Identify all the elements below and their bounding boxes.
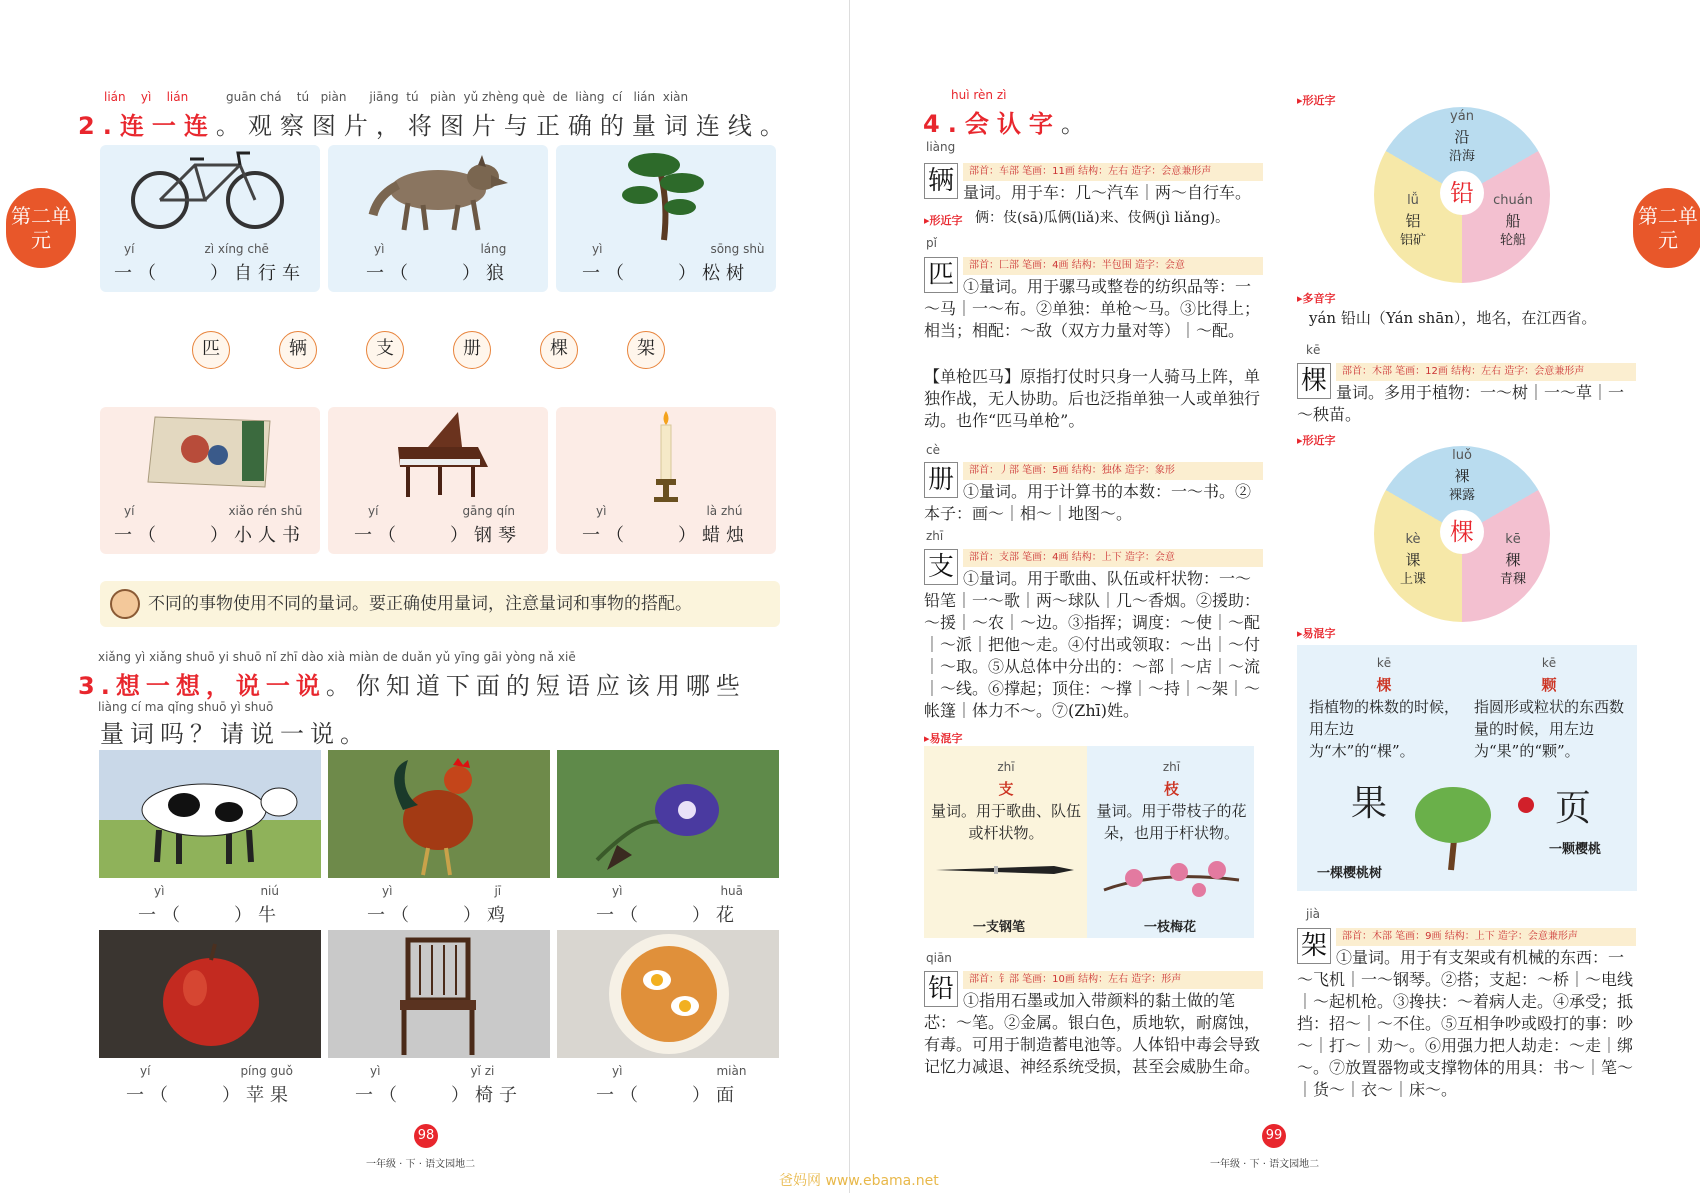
char-pinyin: kē xyxy=(1306,343,1321,357)
char-box-pi[interactable]: 匹 xyxy=(924,257,958,293)
char-info: 部首：木部 笔画：12画 结构：左右 造字：会意兼形声 xyxy=(1336,363,1636,381)
photo-phrase: 一（ ）牛 xyxy=(138,905,282,926)
wheel-left: lǚ 铝 铝矿 xyxy=(1399,193,1426,248)
char-box-ce[interactable]: 册 xyxy=(924,462,958,498)
q3-pinyin-line2: liàng cí ma qǐng shuō yì shuō xyxy=(98,700,274,714)
cherry-tree-icon xyxy=(1411,785,1551,875)
card-pinyin: yí zì xíng chē xyxy=(124,242,269,256)
char-pinyin: zhī xyxy=(926,529,944,543)
char-info: 部首：支部 笔画：4画 结构：上下 造字：会意 xyxy=(963,549,1263,567)
page-footer: 一年级 · 下 · 语文园地二 xyxy=(366,1159,476,1170)
measure-word-ce[interactable]: 册 xyxy=(453,331,491,369)
char-box-liang[interactable]: 辆 xyxy=(924,163,958,199)
char-def: ①量词。用于计算书的本数：一～书。②本子：画～｜相～｜地图～。 xyxy=(924,482,1252,523)
char-def: ①指用石墨或加入带颜料的黏土做的笔芯：～笔。②金属。银白色，质地软，耐腐蚀，有毒。可用于制造蓄电池等。人体铅中毒会导致记忆力减退、神经系统受损，甚至会威胁生命。 xyxy=(924,991,1261,1076)
card-pinyin: yì là zhú xyxy=(596,504,743,518)
char-pinyin: liàng xyxy=(926,140,956,154)
char-info: 部首：钅部 笔画：10画 结构：左右 造字：形声 xyxy=(963,971,1263,989)
idiom-text: 【单枪匹马】原指打仗时只身一人骑马上阵，单独作战，无人协助。后也泛指单独一人或单独行动。也作“匹马单枪”。 xyxy=(924,367,1261,430)
pen-icon xyxy=(934,860,1079,880)
q2-heading: 2.连一连。观察图片，将图片与正确的量词连线。 xyxy=(78,112,792,140)
card-pine[interactable] xyxy=(556,145,776,292)
card-phrase: 一（ ）自行车 xyxy=(114,263,306,284)
char-pinyin: jià xyxy=(1306,907,1321,921)
char-info: 部首：匚部 笔画：4画 结构：半包围 造字：会意 xyxy=(963,257,1263,275)
noodle-photo xyxy=(557,930,779,1058)
char-info: 部首：丿部 笔画：5画 结构：独体 造字：象形 xyxy=(963,462,1263,480)
tip-text: 不同的事物使用不同的量词。要正确使用量词，注意量词和事物的搭配。 xyxy=(148,594,692,614)
photo-pinyin: yì niú xyxy=(154,884,279,898)
q4-heading: 4.会认字。 xyxy=(923,110,1093,138)
section-similar: ▸形近字 xyxy=(924,214,963,227)
pine-tree-image xyxy=(556,145,776,245)
plum-caption: 一枝梅花 xyxy=(1144,920,1197,935)
section-similar-2: ▸形近字 xyxy=(1297,94,1336,107)
ke-left-block: kē 棵 指植物的株数的时候，用左边为“木”的“棵”。 xyxy=(1309,656,1460,760)
card-phrase: 一（ ）狼 xyxy=(366,263,510,284)
card-piano[interactable] xyxy=(328,407,548,554)
q3-heading: 3.想一想，说一说。你知道下面的短语应该用哪些 xyxy=(78,672,746,700)
glyph-ye: 页 xyxy=(1555,788,1592,829)
tip-box xyxy=(100,581,780,627)
measure-word-ke[interactable]: 棵 xyxy=(540,331,578,369)
char-box-ke[interactable]: 棵 xyxy=(1297,363,1331,399)
q3-pinyin-line1: xiǎng yì xiǎng shuō yi shuō nǐ zhī dào xià miàn de duǎn yǔ yīng gāi yòng nǎ xiē xyxy=(98,650,576,664)
zhi-left-block: zhī 支 量词。用于歌曲、队伍或杆状物。 xyxy=(931,760,1082,842)
cherry-caption: 一颗樱桃 xyxy=(1549,842,1602,857)
photo-phrase: 一（ ）鸡 xyxy=(367,905,511,926)
wheel-right: chuán 船 轮船 xyxy=(1493,193,1533,248)
photo-phrase: 一（ ）椅子 xyxy=(355,1085,523,1106)
card-phrase: 一（ ）蜡烛 xyxy=(582,525,750,546)
char-def: 量词。多用于植物：一～树｜一～草｜一～秧苗。 xyxy=(1297,383,1625,424)
char-box-zhi[interactable]: 支 xyxy=(924,549,958,585)
piano-image xyxy=(328,407,548,507)
char-pinyin: qiān xyxy=(926,951,952,965)
flower-photo xyxy=(557,750,779,878)
glyph-guo: 果 xyxy=(1351,783,1388,824)
zhi-right-block: zhī 枝 量词。用于带枝子的花朵，也用于杆状物。 xyxy=(1096,760,1247,842)
page-number: 99 xyxy=(1262,1124,1286,1148)
char-box-qian[interactable]: 铅 xyxy=(924,971,958,1007)
q2-pinyin-rest: guān chá tú piàn jiāng tú piàn yǔ zhèng què de liàng cí lián xiàn xyxy=(226,90,689,104)
picture-book-image xyxy=(100,407,320,507)
char-info: 部首：木部 笔画：9画 结构：上下 造字：会意兼形声 xyxy=(1336,928,1636,946)
char-pinyin: cè xyxy=(926,443,940,457)
card-pinyin: yì láng xyxy=(374,242,507,256)
unit-tab[interactable]: 第二单元 xyxy=(1633,188,1700,268)
char-info: 部首：车部 笔画：11画 结构：左右 造字：会意兼形声 xyxy=(963,163,1263,181)
photo-phrase: 一（ ）面 xyxy=(596,1085,740,1106)
wheel-top: luǒ 裸 裸露 xyxy=(1448,448,1475,503)
char-def: 量词。用于车：几～汽车｜两～自行车。 xyxy=(963,183,1252,202)
wolf-image xyxy=(328,145,548,245)
q4-pinyin: huì rèn zì xyxy=(951,88,1007,102)
card-pinyin: yí xiǎo rén shū xyxy=(124,504,303,518)
wheel-center: 铅 xyxy=(1440,171,1484,215)
measure-word-pi[interactable]: 匹 xyxy=(192,331,230,369)
ke-right-block: kē 颗 指圆形或粒状的东西数量的时候，用左边为“果”的“颗”。 xyxy=(1474,656,1625,760)
polyphone-text: yán 铅山（Yán shān），地名，在江西省。 xyxy=(1309,309,1597,327)
q2-pinyin: lián yì lián xyxy=(104,90,189,104)
similar-wheel-qian xyxy=(1374,107,1550,283)
page-footer: 一年级 · 下 · 语文园地二 xyxy=(1210,1159,1320,1170)
page-number: 98 xyxy=(414,1124,438,1148)
right-page xyxy=(851,0,1700,1193)
section-confuse: ▸易混字 xyxy=(924,732,963,745)
card-candle[interactable] xyxy=(556,407,776,554)
card-phrase: 一（ ）松树 xyxy=(582,263,750,284)
measure-word-zhi[interactable]: 支 xyxy=(366,331,404,369)
similar-wheel-ke xyxy=(1374,446,1550,622)
pen-caption: 一支钢笔 xyxy=(973,920,1026,935)
cherry-tree-caption: 一棵樱桃树 xyxy=(1317,866,1383,881)
photo-pinyin: yì jī xyxy=(382,884,502,898)
plum-blossom-icon xyxy=(1099,850,1244,900)
wheel-top: yán 沿 沿海 xyxy=(1448,109,1475,164)
wheel-left: kè 课 上课 xyxy=(1399,532,1426,587)
photo-pinyin: yì miàn xyxy=(612,1064,747,1078)
card-bicycle[interactable] xyxy=(100,145,320,292)
photo-pinyin: yì huā xyxy=(612,884,744,898)
char-def: ①量词。用于骡马或整卷的纺织品等：一～马｜一～布。②单独：单枪～马。③比得上；相当；相配：～敌（双方力量对等）｜～配。 xyxy=(924,277,1261,340)
watermark: 爸妈网 www.ebama.net xyxy=(779,1173,939,1189)
bicycle-image xyxy=(100,145,320,245)
chair-photo xyxy=(328,930,550,1058)
card-phrase: 一（ ）小人书 xyxy=(114,525,306,546)
card-pinyin: yí gāng qín xyxy=(368,504,516,518)
section-polyphone: ▸多音字 xyxy=(1297,292,1336,305)
char-box-jia[interactable]: 架 xyxy=(1297,928,1331,964)
cow-photo xyxy=(99,750,321,878)
apple-photo xyxy=(99,930,321,1058)
measure-word-liang[interactable]: 辆 xyxy=(279,331,317,369)
wheel-center: 棵 xyxy=(1440,510,1484,554)
similar-liang-text: 俩：伎(sā)瓜俩(liǎ)来、伎俩(jì liǎng)。 xyxy=(975,210,1230,226)
candle-image xyxy=(556,407,776,507)
section-similar-3: ▸形近字 xyxy=(1297,434,1336,447)
card-book[interactable] xyxy=(100,407,320,554)
char-def: ①量词。用于歌曲、队伍或杆状物：一～铅笔｜一～歌｜两～球队｜几～香烟。②援助：～援｜～农｜～边。③指挥；调度：～使｜～配｜～派｜把他～走。④付出或领取：～出｜～付｜～取。⑤从总体中分出的：～部｜～店｜～流｜～线。⑥撑起；顶住：～撑｜～持｜～架｜～帐篷｜体力不～。⑦(Zhī)姓。 xyxy=(924,569,1261,720)
photo-phrase: 一（ ）花 xyxy=(596,905,740,926)
photo-phrase: 一（ ）苹果 xyxy=(126,1085,294,1106)
section-confuse-2: ▸易混字 xyxy=(1297,627,1336,640)
card-wolf[interactable] xyxy=(328,145,548,292)
boy-avatar-icon xyxy=(110,589,140,619)
char-pinyin: pǐ xyxy=(926,236,937,250)
card-pinyin: yì sōng shù xyxy=(592,242,765,256)
q3-heading-line2: 量词吗？请说一说。 xyxy=(100,720,370,748)
unit-tab[interactable]: 第二单元 xyxy=(6,188,76,268)
wheel-right: kē 稞 青稞 xyxy=(1499,532,1526,587)
photo-pinyin: yí píng guǒ xyxy=(140,1064,293,1078)
rooster-photo xyxy=(328,750,550,878)
card-phrase: 一（ ）钢琴 xyxy=(354,525,522,546)
measure-word-jia[interactable]: 架 xyxy=(627,331,665,369)
photo-pinyin: yì yǐ zi xyxy=(370,1064,495,1078)
char-def: ①量词。用于有支架或有机械的东西：一～飞机｜一～钢琴。②搭；支起：～桥｜～电线｜～起机枪。③搀扶：～着病人走。④承受；抵挡：招～｜～不住。⑤互相争吵或殴打的事：吵～｜打～｜劝～。⑥用强力把人劫走：～走｜绑～。⑦放置器物或支撑物体的用具：书～｜笔～｜货～｜衣～｜床～。 xyxy=(1297,948,1634,1099)
